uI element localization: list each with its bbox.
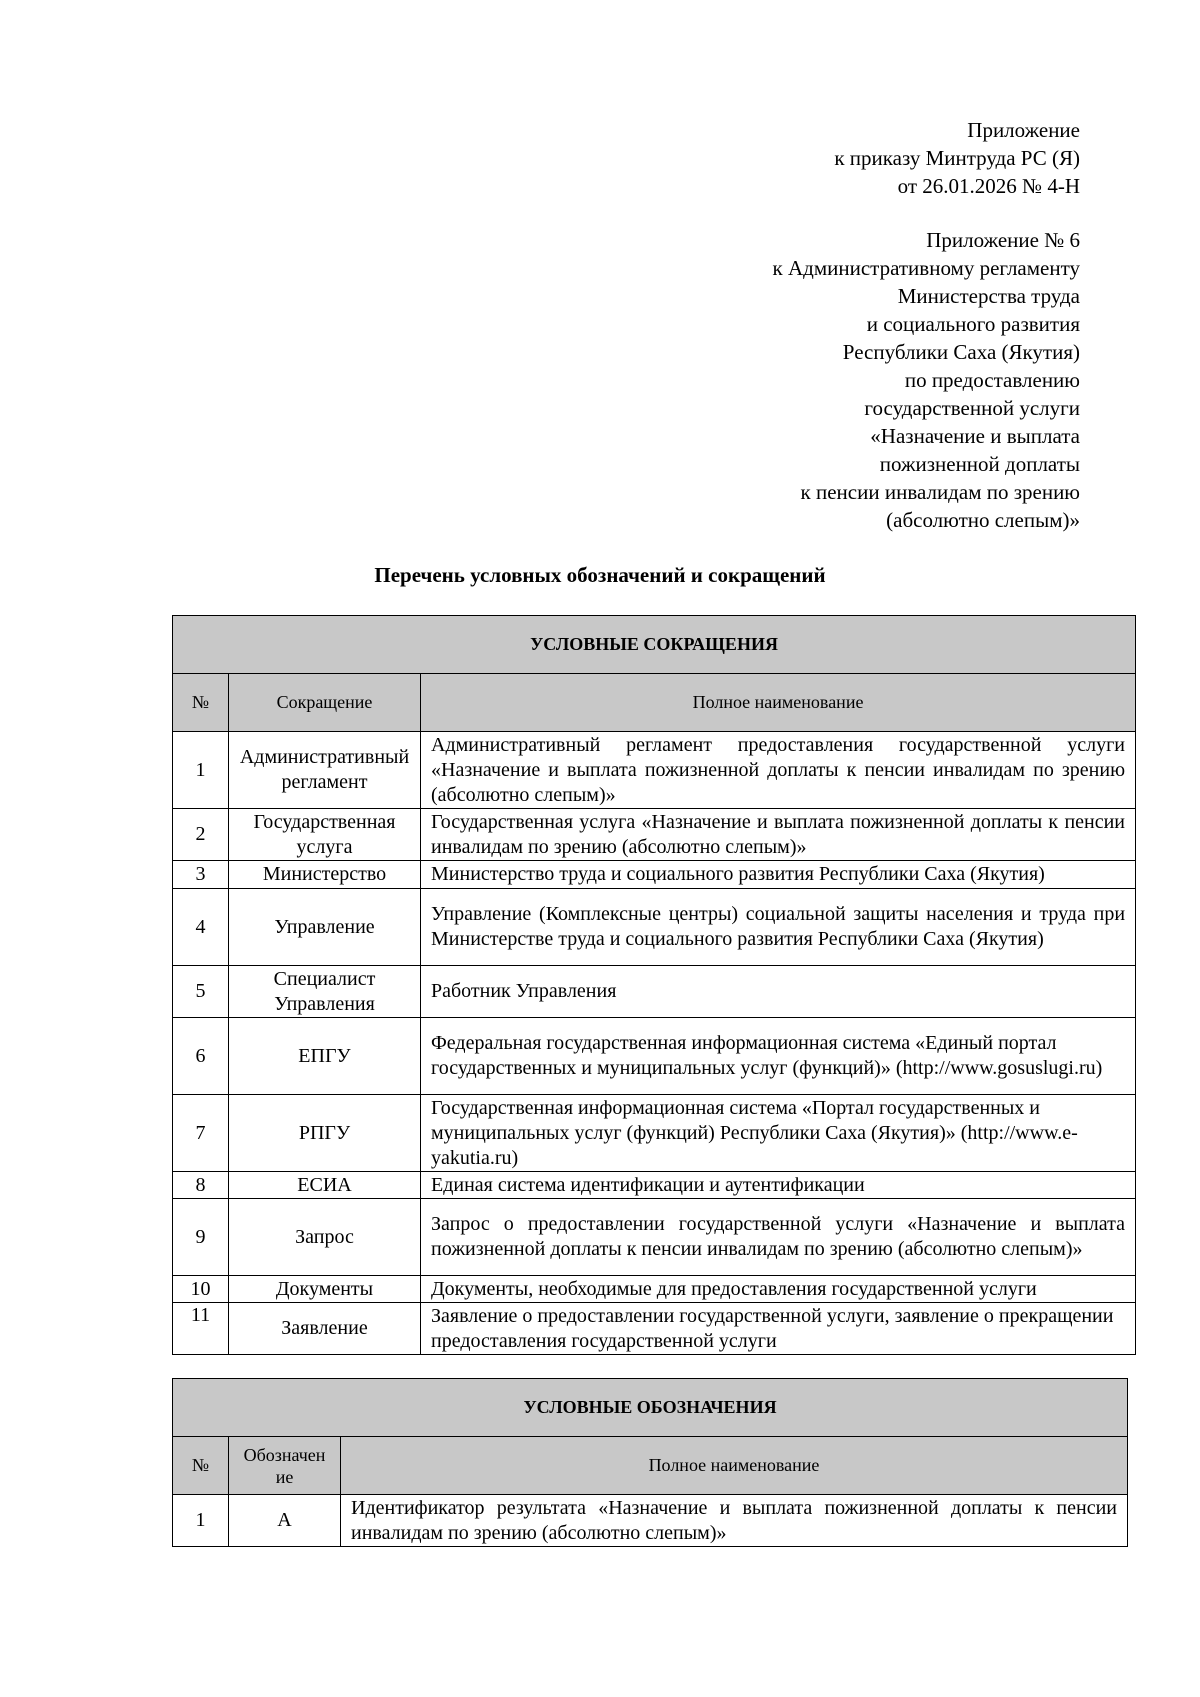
regulation-header [773,226,1080,534]
abbreviations-caption: УСЛОВНЫЕ СОКРАЩЕНИЯ [173,616,1136,674]
annex-header [834,116,1080,200]
table-row [173,1303,1136,1355]
row-full-name: Заявление о предоставлении государственной услуги, заявление о прекращении предоставления государственной услуги [421,1303,1136,1355]
row-full-name: Государственная информационная система «Портал государственных и муниципальных услуг (функций) Республики Саха (Якутия)» (http://www.e-yakutia.ru) [421,1095,1136,1172]
column-header-number: № [173,1437,229,1495]
row-abbreviation: ЕСИА [229,1172,421,1199]
row-number: 4 [173,889,229,966]
row-number: 1 [173,732,229,809]
symbols-caption: УСЛОВНЫЕ ОБОЗНАЧЕНИЯ [173,1379,1128,1437]
row-number: 2 [173,809,229,861]
column-header-number: № [173,674,229,732]
regulation-line: Министерства труда [897,284,1080,308]
regulation-line: (абсолютно слепым)» [886,508,1080,532]
row-full-name: Управление (Комплексные центры) социальной защиты населения и труда при Министерстве труда и социального развития Республики Саха (Якутия) [421,889,1136,966]
table-row [173,1018,1136,1095]
row-number: 9 [173,1199,229,1276]
regulation-line: к пенсии инвалидам по зрению [800,480,1080,504]
row-full-name: Идентификатор результата «Назначение и выплата пожизненной доплаты к пенсии инвалидам по зрению (абсолютно слепым)» [341,1495,1128,1547]
annex-line: от 26.01.2026 № 4-Н [897,174,1080,198]
regulation-line: Приложение № 6 [926,228,1080,252]
row-abbreviation: Специалист Управления [229,966,421,1018]
document-title: Перечень условных обозначений и сокращений [374,563,826,587]
table-row [173,1495,1128,1547]
regulation-line: по предоставлению [904,368,1080,392]
table-header-row [173,674,1136,732]
abbreviations-table [172,615,1136,1355]
regulation-line: «Назначение и выплата [870,424,1080,448]
table-row [173,1199,1136,1276]
row-full-name: Запрос о предоставлении государственной услуги «Назначение и выплата пожизненной доплаты к пенсии инвалидам по зрению (абсолютно слепым)» [421,1199,1136,1276]
row-abbreviation: Запрос [229,1199,421,1276]
row-full-name: Документы, необходимые для предоставления государственной услуги [421,1276,1136,1303]
table-row [173,889,1136,966]
row-number: 1 [173,1495,229,1547]
row-full-name: Единая система идентификации и аутентификации [421,1172,1136,1199]
row-abbreviation: Государственная услуга [229,809,421,861]
column-header-abbreviation: Сокращение [229,674,421,732]
row-number: 6 [173,1018,229,1095]
row-abbreviation: Документы [229,1276,421,1303]
table-caption-row [173,616,1136,674]
column-header-full-name: Полное наименование [421,674,1136,732]
row-abbreviation: РПГУ [229,1095,421,1172]
row-number: 11 [173,1303,229,1355]
regulation-line: и социального развития [866,312,1080,336]
table-row [173,1276,1136,1303]
row-abbreviation: Заявление [229,1303,421,1355]
regulation-line: пожизненной доплаты [879,452,1080,476]
column-header-full-name: Полное наименование [341,1437,1128,1495]
table-row [173,861,1136,889]
annex-line: к приказу Минтруда РС (Я) [834,146,1080,170]
table-row [173,1095,1136,1172]
row-symbol: A [229,1495,341,1547]
regulation-line: к Административному регламенту [772,256,1080,280]
symbols-table [172,1378,1128,1547]
table-row [173,966,1136,1018]
row-number: 5 [173,966,229,1018]
regulation-line: государственной услуги [864,396,1080,420]
row-full-name: Государственная услуга «Назначение и выплата пожизненной доплаты к пенсии инвалидам по зрению (абсолютно слепым)» [421,809,1136,861]
row-number: 3 [173,861,229,889]
row-full-name: Федеральная государственная информационная система «Единый портал государственных и муниципальных услуг (функций)» (http://www.gosuslugi.ru) [421,1018,1136,1095]
table-row [173,1172,1136,1199]
row-full-name: Работник Управления [421,966,1136,1018]
row-abbreviation: ЕПГУ [229,1018,421,1095]
column-header-symbol: Обозначение [229,1437,341,1495]
row-number: 8 [173,1172,229,1199]
regulation-line: Республики Саха (Якутия) [842,340,1080,364]
row-abbreviation: Министерство [229,861,421,889]
table-row [173,732,1136,809]
row-number: 7 [173,1095,229,1172]
table-row [173,809,1136,861]
table-header-row [173,1437,1128,1495]
row-full-name: Административный регламент предоставления государственной услуги «Назначение и выплата пожизненной доплаты к пенсии инвалидам по зрению (абсолютно слепым)» [421,732,1136,809]
row-abbreviation: Административный регламент [229,732,421,809]
row-abbreviation: Управление [229,889,421,966]
row-full-name: Министерство труда и социального развития Республики Саха (Якутия) [421,861,1136,889]
row-number: 10 [173,1276,229,1303]
table-caption-row [173,1379,1128,1437]
annex-line: Приложение [967,118,1080,142]
